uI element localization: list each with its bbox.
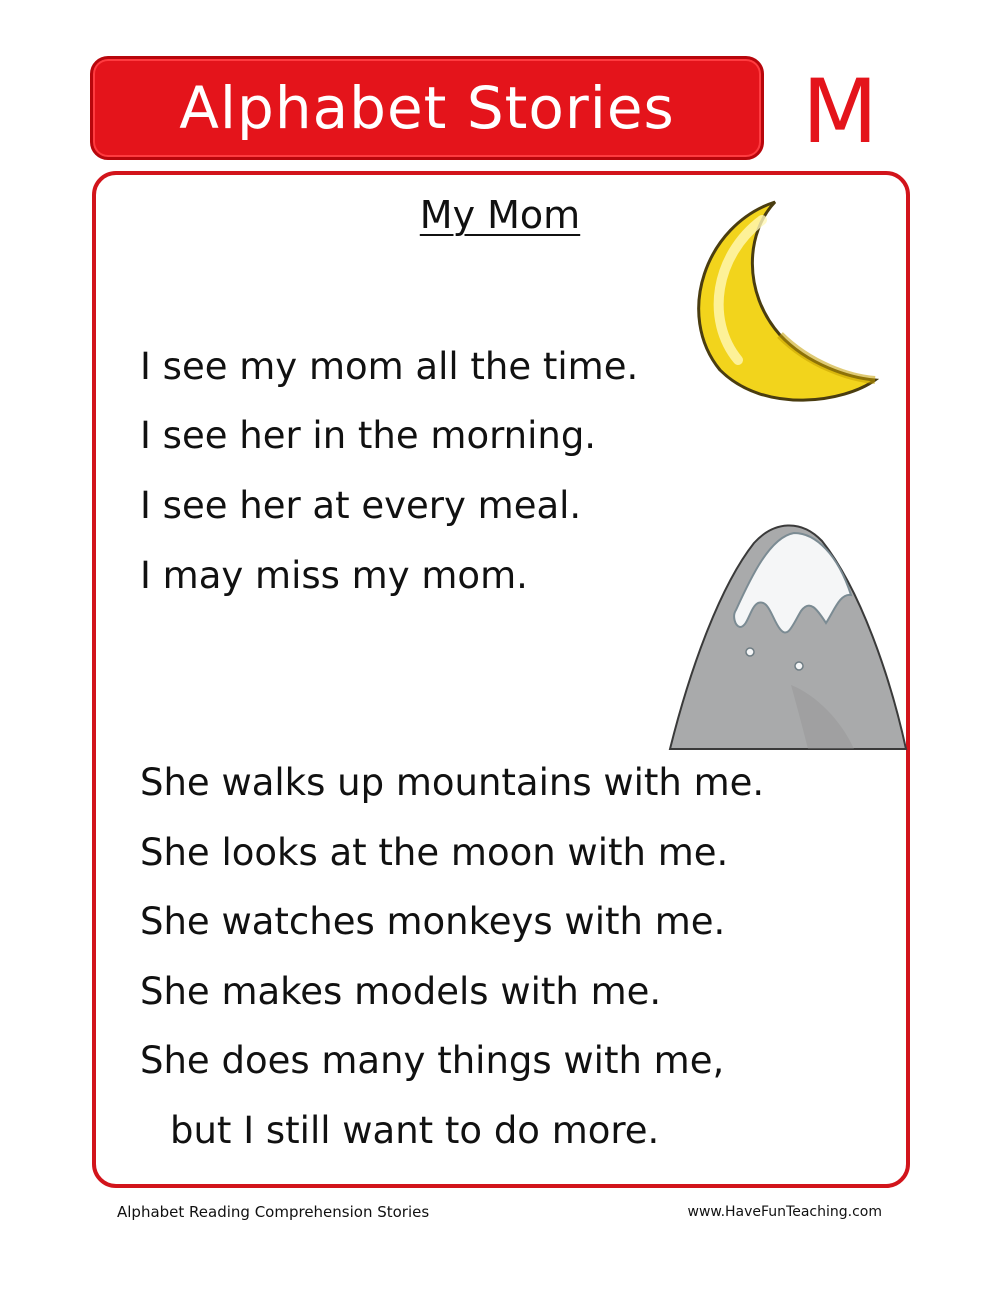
- story-line: She watches monkeys with me.: [140, 900, 726, 943]
- story-line: I see her in the morning.: [140, 414, 597, 457]
- mountain-icon: [666, 515, 910, 751]
- page-title: Alphabet Stories: [179, 74, 675, 142]
- story-line: I see her at every meal.: [140, 484, 582, 527]
- story-line: She walks up mountains with me.: [140, 761, 765, 804]
- story-line: She looks at the moon with me.: [140, 831, 729, 874]
- story-line: She does many things with me,: [140, 1039, 725, 1082]
- header-banner: [90, 56, 764, 160]
- featured-letter: M: [802, 60, 878, 163]
- footer-website-link[interactable]: www.HaveFunTeaching.com: [687, 1204, 882, 1220]
- footer-series-label: Alphabet Reading Comprehension Stories: [117, 1203, 430, 1221]
- moon-icon: [680, 190, 880, 420]
- story-title: My Mom: [419, 193, 581, 237]
- story-line: She makes models with me.: [140, 970, 662, 1013]
- story-line: but I still want to do more.: [170, 1109, 660, 1152]
- story-line: I may miss my mom.: [140, 554, 528, 597]
- story-line: I see my mom all the time.: [140, 345, 639, 388]
